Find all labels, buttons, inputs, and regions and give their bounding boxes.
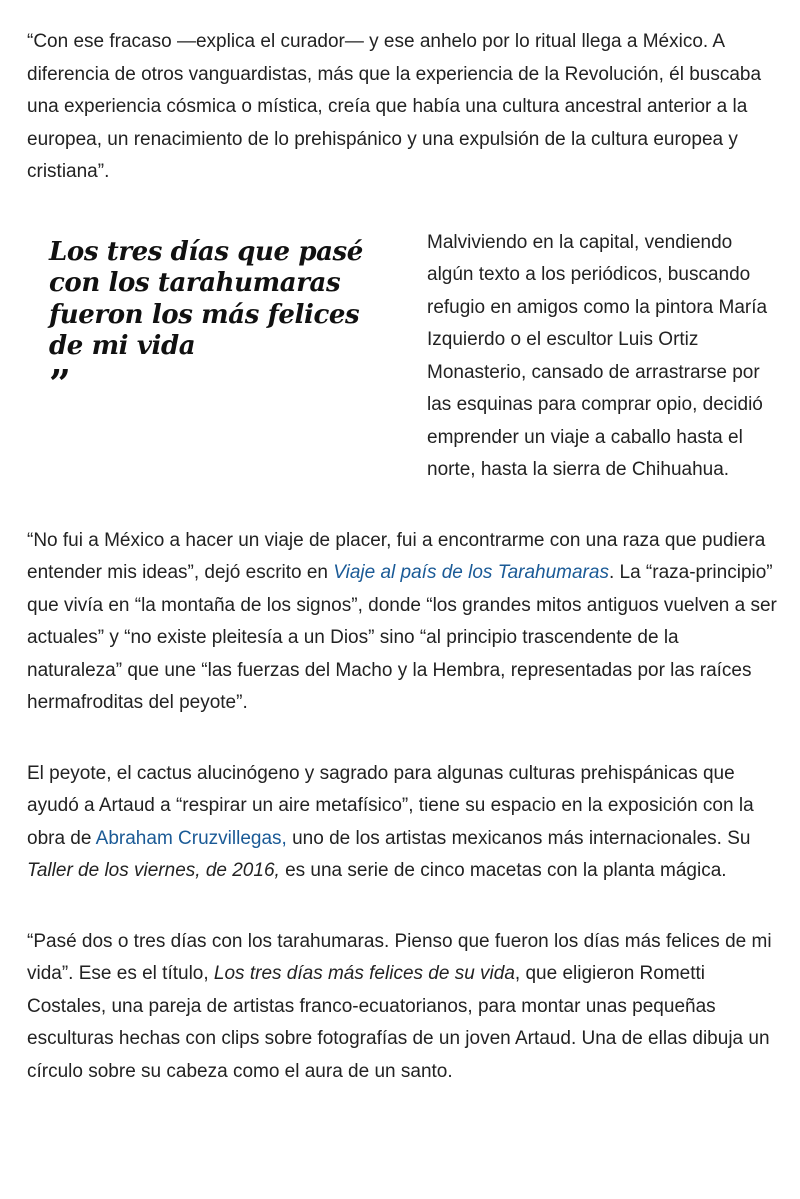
text-segment: , que eligieron Rometti Costales, una pareja de artistas franco-ecuatorianos, para montar unas pequeñas esculturas hechas con clips sobre fotografías de un joven Artaud. Una de ellas dibuja un círculo sobre su cabeza como el aura de un santo. (27, 963, 770, 1082)
paragraph-tarahumaras (27, 525, 777, 720)
pullquote-section (27, 227, 777, 525)
artwork-title: Taller de los viernes, de 2016, (27, 860, 280, 881)
text-segment: El peyote, el cactus alucinógeno y sagrado para algunas culturas prehispánicas que ayudó a Artaud a “respirar un aire metafísico”, tiene su espacio en la exposición con la obra de (27, 762, 754, 849)
text-segment: es una serie de cinco macetas con la planta mágica. (279, 860, 727, 881)
text-segment: . La “raza-principio” que vivía en “la montaña de los signos”, donde “los grandes mitos antiguos vuelven a ser actuales” y “no existe pleitesía a un Dios” sino “al principio trascendente de la naturaleza” que une “las fuerzas del Macho y la Hembra, representadas por las raíces hermafroditas del peyote”. (27, 562, 777, 713)
link-viaje-tarahumaras[interactable]: Viaje al país de los Tarahumaras (333, 562, 609, 583)
pullquote-text: Los tres días que pasé con los tarahumaras fueron los más felices de mi vida (49, 236, 363, 361)
paragraph-curator-quote: “Con ese fracaso —explica el curador— y ese anhelo por lo ritual llega a México. A diferencia de otros vanguardistas, más que la experiencia de la Revolución, él buscaba una experiencia cósmica o mística, creía que había una cultura ancestral anterior a la europea, un renacimiento de lo prehispánico y una expulsión de la cultura europea y cristiana”. (27, 31, 762, 182)
article-body (27, 26, 777, 1088)
text-segment: “No fui a México a hacer un viaje de placer, fui a encontrarme con una raza que pudiera entender mis ideas”, dejó escrito en (27, 529, 766, 583)
paragraph-rometti-costales (27, 926, 777, 1089)
closing-quote-mark: ” (49, 360, 71, 406)
artwork-title: Los tres días más felices de su vida (213, 963, 515, 984)
paragraph-peyote (27, 758, 777, 888)
text-segment: uno de los artistas mexicanos más internacionales. Su (286, 827, 751, 849)
pullquote (49, 227, 379, 489)
link-abraham-cruzvillegas[interactable]: Abraham Cruzvillegas, (95, 827, 287, 849)
text-segment: “Pasé dos o tres días con los tarahumaras. Pienso que fueron los días más felices de mi vida”. Ese es el título, (27, 930, 772, 984)
paragraph-malviviendo: Malviviendo en la capital, vendiendo algún texto a los periódicos, buscando refugio en amigos como la pintora María Izquierdo o el escultor Luis Ortiz Monasterio, cansado de arrastrarse por las esquinas para comprar opio, decidió emprender un viaje a caballo hasta el norte, hasta la sierra de Chihuahua. (427, 231, 768, 480)
